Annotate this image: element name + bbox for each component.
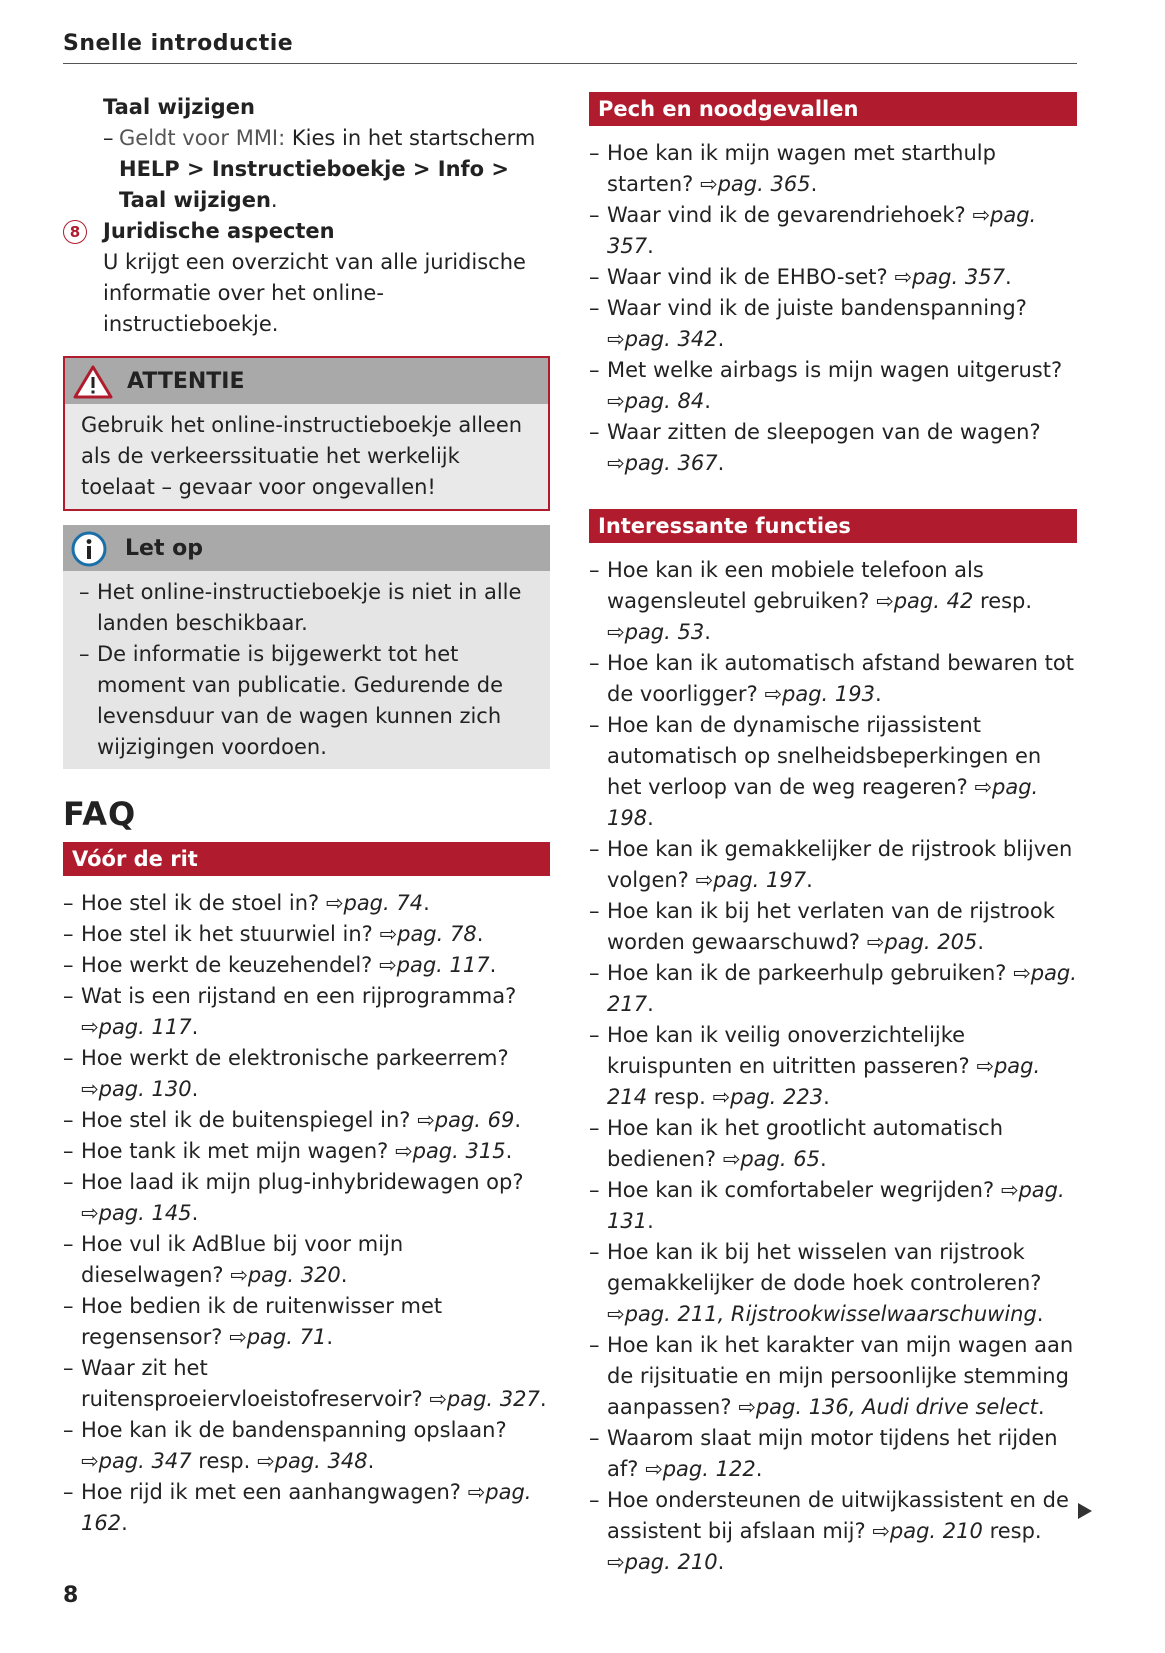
faq-question: Hoe kan ik bij het verlaten van de rijstrook worden gewaarschuwd? — [607, 899, 1055, 954]
faq-question: Waar zitten de sleepogen van de wagen? — [607, 420, 1041, 444]
faq-item — [63, 981, 550, 1043]
faq-question: Hoe kan ik gemakkelijker de rijstrook blijven volgen? — [607, 837, 1073, 892]
dash: – — [63, 1046, 74, 1070]
dot: . — [755, 1457, 763, 1481]
page-reference-text: pag. 315 — [412, 1139, 506, 1163]
faq-item — [589, 648, 1077, 710]
faq-question: Wat is een rijstand en een rijprogramma? — [81, 984, 517, 1008]
dot: . — [874, 682, 882, 706]
faq-item — [589, 417, 1077, 479]
faq-question: Hoe kan ik het grootlicht automatisch bedienen? — [607, 1116, 1004, 1171]
page-reference-text: pag. 223 — [730, 1085, 824, 1109]
faq-question: Hoe bedien ik de ruitenwisser met regensensor? — [81, 1294, 443, 1349]
page-reference-text: pag. 198 — [607, 775, 1039, 830]
page-reference-text: pag. 42 — [893, 589, 974, 613]
page-reference-text: pag. 347 — [98, 1449, 192, 1473]
dot: . — [1004, 265, 1012, 289]
faq-item — [63, 1105, 550, 1136]
page-reference-text: pag. 357 — [607, 203, 1037, 258]
section-bar-voor-de-rit: Vóór de rit — [63, 842, 550, 876]
page-reference-text: pag. 131 — [607, 1178, 1065, 1233]
resp-text: resp. — [198, 1449, 251, 1473]
dash: – — [103, 126, 114, 150]
faq-question: Hoe kan ik het karakter van mijn wagen aan de rijsituatie en mijn persoonlijke stemming aanpassen? — [607, 1333, 1074, 1419]
page-reference-link[interactable] — [696, 868, 807, 892]
dash: – — [589, 651, 600, 675]
page-reference-text: pag. 74 — [343, 891, 424, 915]
dash: – — [589, 296, 600, 320]
arrow-right-icon: ⇨ — [379, 922, 398, 946]
dot: . — [1036, 1302, 1044, 1326]
faq-list-functies — [589, 555, 1077, 1578]
dot: . — [647, 234, 654, 258]
faq-item — [589, 1330, 1077, 1423]
dot: . — [505, 1139, 513, 1163]
faq-list-voor-de-rit — [63, 888, 550, 1539]
dash: – — [589, 713, 600, 737]
faq-item — [63, 1291, 550, 1353]
arrow-right-icon: ⇨ — [229, 1325, 247, 1349]
page-reference-link[interactable] — [876, 589, 973, 613]
dot: . — [717, 1550, 725, 1574]
page-reference-text: pag. 205 — [884, 930, 978, 954]
faq-question: Met welke airbags is mijn wagen uitgerust? — [607, 358, 1063, 382]
faq-item — [589, 293, 1077, 355]
page-reference-text: pag. 78 — [397, 922, 477, 946]
dash: – — [63, 1232, 74, 1256]
arrow-right-icon: ⇨ — [607, 327, 625, 351]
page-reference-link[interactable] — [764, 682, 875, 706]
dot: . — [806, 868, 813, 892]
page-reference-text: pag. 210 — [889, 1519, 983, 1543]
dot: . — [647, 1209, 654, 1233]
dot: . — [326, 1325, 333, 1349]
arrow-right-icon: ⇨ — [395, 1139, 413, 1163]
resp-text: resp. — [653, 1085, 706, 1109]
faq-item — [63, 919, 550, 950]
page-reference-link[interactable] — [607, 1550, 718, 1574]
arrow-right-icon: ⇨ — [607, 1550, 625, 1574]
dot: . — [121, 1511, 128, 1535]
page-reference-text: pag. 210 — [624, 1550, 718, 1574]
juridisch-title: Juridische aspecten — [103, 219, 335, 243]
page-reference-text: pag. 69 — [434, 1108, 515, 1132]
note-body — [63, 571, 550, 769]
page-reference-link[interactable] — [429, 1387, 540, 1411]
faq-question: Hoe rijd ik met een aanhangwagen? — [81, 1480, 461, 1504]
dot: . — [367, 1449, 375, 1473]
section-bar-functies: Interessante functies — [589, 509, 1077, 543]
faq-question: Hoe kan ik een mobiele telefoon als wagensleutel gebruiken? — [607, 558, 984, 613]
faq-question: Hoe stel ik de buitenspiegel in? — [81, 1108, 411, 1132]
dash: – — [63, 1294, 74, 1318]
faq-question: Hoe kan ik veilig onoverzichtelijke kruispunten en uitritten passeren? — [607, 1023, 970, 1078]
faq-item — [589, 834, 1077, 896]
dash: – — [589, 1116, 600, 1140]
dash: – — [589, 558, 600, 582]
dash: – — [589, 961, 600, 985]
left-column — [63, 92, 550, 1539]
dot: . — [191, 1077, 199, 1101]
arrow-right-icon: ⇨ — [81, 1015, 99, 1039]
dash: – — [589, 141, 600, 165]
faq-item — [589, 896, 1077, 958]
arrow-right-icon: ⇨ — [695, 868, 714, 892]
faq-item — [63, 888, 550, 919]
faq-item — [63, 1353, 550, 1415]
arrow-right-icon: ⇨ — [379, 953, 397, 977]
dot: . — [823, 1085, 830, 1109]
note-item — [79, 577, 536, 639]
faq-item — [589, 1175, 1077, 1237]
dot: . — [1037, 1395, 1045, 1419]
dot: . — [704, 389, 711, 413]
page-reference-text: pag. 342 — [624, 327, 718, 351]
page-reference-text: pag. 348 — [274, 1449, 368, 1473]
arrow-right-icon: ⇨ — [972, 203, 990, 227]
faq-item — [589, 262, 1077, 293]
dash: – — [589, 1426, 600, 1450]
faq-title: FAQ — [63, 795, 137, 833]
page-reference-link[interactable] — [645, 1457, 756, 1481]
dash: – — [589, 1240, 600, 1264]
faq-item — [63, 1167, 550, 1229]
faq-question: Hoe kan ik bij het wisselen van rijstrook gemakkelijker de dode hoek controleren? — [607, 1240, 1042, 1295]
page-header — [63, 28, 1077, 64]
page-reference-text: pag. 145 — [98, 1201, 192, 1225]
page-reference-text: pag. 193 — [782, 682, 875, 706]
attention-text: Gebruik het online-instructieboekje alleen als de verkeerssituatie het werkelijk toelaat – gevaar voor ongevallen! — [81, 413, 523, 499]
page-reference-text: pag. 117 — [396, 953, 490, 977]
arrow-right-icon: ⇨ — [257, 1449, 275, 1473]
arrow-right-icon: ⇨ — [1000, 1178, 1019, 1202]
resp-text: resp. — [989, 1519, 1042, 1543]
faq-question: Hoe kan ik comfortabeler wegrijden? — [607, 1178, 995, 1202]
page-reference-link[interactable] — [81, 1077, 192, 1101]
faq-question: Waar vind ik de juiste bandenspanning? — [607, 296, 1027, 320]
dot: . — [977, 930, 985, 954]
dot: . — [539, 1387, 547, 1411]
faq-question: Hoe kan ik mijn wagen met starthulp starten? — [607, 141, 996, 196]
page-reference-link[interactable] — [607, 451, 718, 475]
faq-item — [63, 1229, 550, 1291]
faq-list-pech — [589, 138, 1077, 479]
arrow-right-icon: ⇨ — [866, 930, 885, 954]
dot: . — [704, 620, 711, 644]
faq-item — [63, 950, 550, 981]
section-bar-pech: Pech en noodgevallen — [589, 92, 1077, 126]
page-reference-link[interactable] — [738, 1395, 1038, 1419]
dash: – — [589, 420, 600, 444]
attention-box — [63, 356, 550, 511]
faq-question: Hoe stel ik het stuurwiel in? — [81, 922, 373, 946]
page-reference-text: pag. 71 — [246, 1325, 327, 1349]
faq-item — [63, 1415, 550, 1477]
faq-item — [63, 1136, 550, 1167]
taal-text: Kies in het startscherm — [291, 126, 536, 150]
warning-triangle-icon — [73, 364, 113, 400]
dot: . — [340, 1263, 348, 1287]
arrow-right-icon: ⇨ — [81, 1077, 99, 1101]
dash: – — [589, 837, 600, 861]
page-reference-text: pag. 122 — [662, 1457, 756, 1481]
page-reference-link[interactable] — [81, 1449, 192, 1473]
page-reference-link[interactable] — [81, 1015, 192, 1039]
page-reference-link[interactable] — [379, 953, 490, 977]
arrow-right-icon: ⇨ — [1013, 961, 1031, 985]
page-reference-link[interactable] — [230, 1263, 341, 1287]
page-reference-text: pag. 211, Rijstrookwisselwaarschuwing — [624, 1302, 1037, 1326]
page-reference-text: pag. 327 — [446, 1387, 540, 1411]
right-column — [589, 92, 1077, 1578]
arrow-right-icon: ⇨ — [722, 1147, 741, 1171]
page-number: 8 — [63, 1583, 79, 1608]
arrow-right-icon: ⇨ — [607, 389, 625, 413]
dash: – — [63, 1480, 74, 1504]
page-reference-link[interactable] — [607, 620, 704, 644]
dash: – — [63, 1108, 74, 1132]
page-reference-text: pag. 214 — [607, 1054, 1041, 1109]
page-reference-link[interactable] — [417, 1108, 514, 1132]
page-reference-link[interactable] — [395, 1139, 506, 1163]
dot: . — [191, 1201, 199, 1225]
arrow-right-icon: ⇨ — [467, 1480, 486, 1504]
page-reference-link[interactable] — [894, 265, 1005, 289]
arrow-right-icon: ⇨ — [607, 1302, 625, 1326]
faq-item — [589, 1485, 1077, 1578]
arrow-right-icon: ⇨ — [699, 172, 718, 196]
dot: . — [423, 891, 430, 915]
faq-item — [589, 710, 1077, 834]
dash: – — [63, 1356, 74, 1380]
taal-item — [63, 123, 550, 216]
dash: – — [63, 953, 74, 977]
faq-question: Waarom slaat mijn motor tijdens het rijden af? — [607, 1426, 1058, 1481]
juridisch-text: U krijgt een overzicht van alle juridische informatie over het online-instructieboekje. — [103, 250, 526, 336]
faq-item — [589, 200, 1077, 262]
page-reference-link[interactable] — [81, 1201, 192, 1225]
dash: – — [63, 1418, 74, 1442]
note-header — [63, 525, 550, 571]
page-reference-link[interactable] — [867, 930, 978, 954]
dash: – — [589, 899, 600, 923]
arrow-right-icon: ⇨ — [607, 620, 625, 644]
faq-item — [63, 1477, 550, 1539]
page-reference-text: pag. 367 — [624, 451, 718, 475]
note-label: Let op — [125, 536, 203, 561]
note-text: De informatie is bijgewerkt tot het moment van publicatie. Gedurende de levensduur van de wagen kunnen zich wijzigingen voordoen. — [97, 642, 503, 759]
dot: . — [647, 806, 654, 830]
faq-question: Hoe vul ik AdBlue bij voor mijn dieselwagen? — [81, 1232, 404, 1287]
taal-path: HELP > Instructieboekje > Info > Taal wijzigen — [119, 157, 510, 212]
page-reference-link[interactable] — [380, 922, 477, 946]
faq-question: Hoe kan ik automatisch afstand bewaren tot de voorligger? — [607, 651, 1074, 706]
dash: – — [589, 358, 600, 382]
arrow-right-icon: ⇨ — [894, 265, 912, 289]
number-8-icon: 8 — [63, 220, 87, 244]
dash: – — [589, 203, 600, 227]
page-reference-link[interactable] — [229, 1325, 326, 1349]
dot: . — [717, 327, 725, 351]
faq-question: Hoe werkt de elektronische parkeerrem? — [81, 1046, 509, 1070]
dash: – — [589, 1333, 600, 1357]
faq-question: Hoe kan ik de bandenspanning opslaan? — [81, 1418, 507, 1442]
attention-header — [65, 358, 548, 404]
faq-item — [589, 555, 1077, 648]
dot: . — [810, 172, 818, 196]
dash: – — [63, 891, 74, 915]
resp-text: resp. — [980, 589, 1033, 613]
faq-question: Waar zit het ruitensproeiervloeistofreservoir? — [81, 1356, 423, 1411]
page-reference-text: pag. 117 — [98, 1015, 192, 1039]
faq-question: Hoe laad ik mijn plug-inhybridewagen op? — [81, 1170, 524, 1194]
page-reference-link[interactable] — [723, 1147, 820, 1171]
dot: . — [476, 922, 484, 946]
page-reference-text: pag. 197 — [713, 868, 807, 892]
dash: – — [589, 1178, 600, 1202]
faq-question: Hoe werkt de keuzehendel? — [81, 953, 373, 977]
arrow-right-icon: ⇨ — [645, 1457, 663, 1481]
dot: . — [191, 1015, 199, 1039]
arrow-right-icon: ⇨ — [738, 1395, 756, 1419]
arrow-right-icon: ⇨ — [325, 891, 344, 915]
faq-item — [589, 355, 1077, 417]
dash: – — [79, 642, 90, 666]
faq-question: Waar vind ik de gevarendriehoek? — [607, 203, 966, 227]
juridisch-item — [63, 216, 550, 340]
note-box — [63, 525, 550, 769]
dash: – — [63, 922, 74, 946]
page-reference-text: pag. 162 — [81, 1480, 532, 1535]
page-reference-link[interactable] — [607, 327, 718, 351]
faq-question: Hoe stel ik de stoel in? — [81, 891, 320, 915]
faq-item — [589, 1423, 1077, 1485]
page-reference-text: pag. 217 — [607, 961, 1077, 1016]
note-item — [79, 639, 536, 763]
dash: – — [63, 984, 74, 1008]
arrow-right-icon: ⇨ — [872, 1519, 890, 1543]
next-page-arrow-icon — [1078, 1503, 1092, 1519]
arrow-right-icon: ⇨ — [764, 682, 783, 706]
arrow-right-icon: ⇨ — [974, 775, 993, 799]
page-reference-text: pag. 136, Audi drive select — [755, 1395, 1038, 1419]
faq-item — [589, 1020, 1077, 1113]
dash: – — [589, 1023, 600, 1047]
dot: . — [819, 1147, 827, 1171]
page-reference-text: pag. 365 — [717, 172, 811, 196]
page-reference-text: pag. 65 — [740, 1147, 820, 1171]
dash: – — [79, 580, 90, 604]
faq-item — [589, 138, 1077, 200]
dash: – — [63, 1170, 74, 1194]
attention-label: ATTENTIE — [127, 369, 245, 394]
faq-item — [589, 958, 1077, 1020]
dot: . — [514, 1108, 522, 1132]
taal-title: Taal wijzigen — [103, 95, 255, 119]
arrow-right-icon: ⇨ — [81, 1449, 99, 1473]
dash: – — [589, 265, 600, 289]
page-reference-text: pag. 357 — [911, 265, 1005, 289]
faq-question: Waar vind ik de EHBO-set? — [607, 265, 888, 289]
note-text: Het online-instructieboekje is niet in alle landen beschikbaar. — [97, 580, 522, 635]
page-reference-text: pag. 130 — [98, 1077, 192, 1101]
arrow-right-icon: ⇨ — [607, 451, 625, 475]
dash: – — [589, 1488, 600, 1512]
arrow-right-icon: ⇨ — [976, 1054, 994, 1078]
header-title: Snelle introductie — [63, 31, 294, 56]
arrow-right-icon: ⇨ — [230, 1263, 248, 1287]
faq-question: Hoe tank ik met mijn wagen? — [81, 1139, 389, 1163]
page-reference-text: pag. 84 — [624, 389, 705, 413]
arrow-right-icon: ⇨ — [81, 1201, 99, 1225]
faq-question: Hoe ondersteunen de uitwijkassistent en de assistent bij afslaan mij? — [607, 1488, 1069, 1543]
page-reference-link[interactable] — [872, 1519, 983, 1543]
arrow-right-icon: ⇨ — [417, 1108, 435, 1132]
info-icon — [71, 531, 107, 567]
page-reference-link[interactable] — [607, 1302, 1037, 1326]
dot: . — [270, 188, 278, 212]
page-reference-text: pag. 53 — [624, 620, 705, 644]
arrow-right-icon: ⇨ — [712, 1085, 731, 1109]
arrow-right-icon: ⇨ — [876, 589, 894, 613]
taal-prefix: Geldt voor MMI: — [119, 126, 286, 150]
faq-question: Hoe kan de dynamische rijassistent automatisch op snelheidsbeperkingen en het verloop van de weg reageren? — [607, 713, 1042, 799]
dot: . — [489, 953, 497, 977]
page-reference-link[interactable] — [326, 891, 423, 915]
page-reference-text: pag. 320 — [247, 1263, 341, 1287]
arrow-right-icon: ⇨ — [429, 1387, 447, 1411]
page-reference-link[interactable] — [257, 1449, 368, 1473]
faq-question: Hoe kan ik de parkeerhulp gebruiken? — [607, 961, 1007, 985]
dot: . — [717, 451, 725, 475]
dash: – — [63, 1139, 74, 1163]
page-reference-link[interactable] — [607, 389, 704, 413]
faq-item — [589, 1113, 1077, 1175]
faq-item — [63, 1043, 550, 1105]
faq-item — [589, 1237, 1077, 1330]
page-reference-link[interactable] — [713, 1085, 824, 1109]
dot: . — [647, 992, 654, 1016]
page-reference-link[interactable] — [700, 172, 811, 196]
